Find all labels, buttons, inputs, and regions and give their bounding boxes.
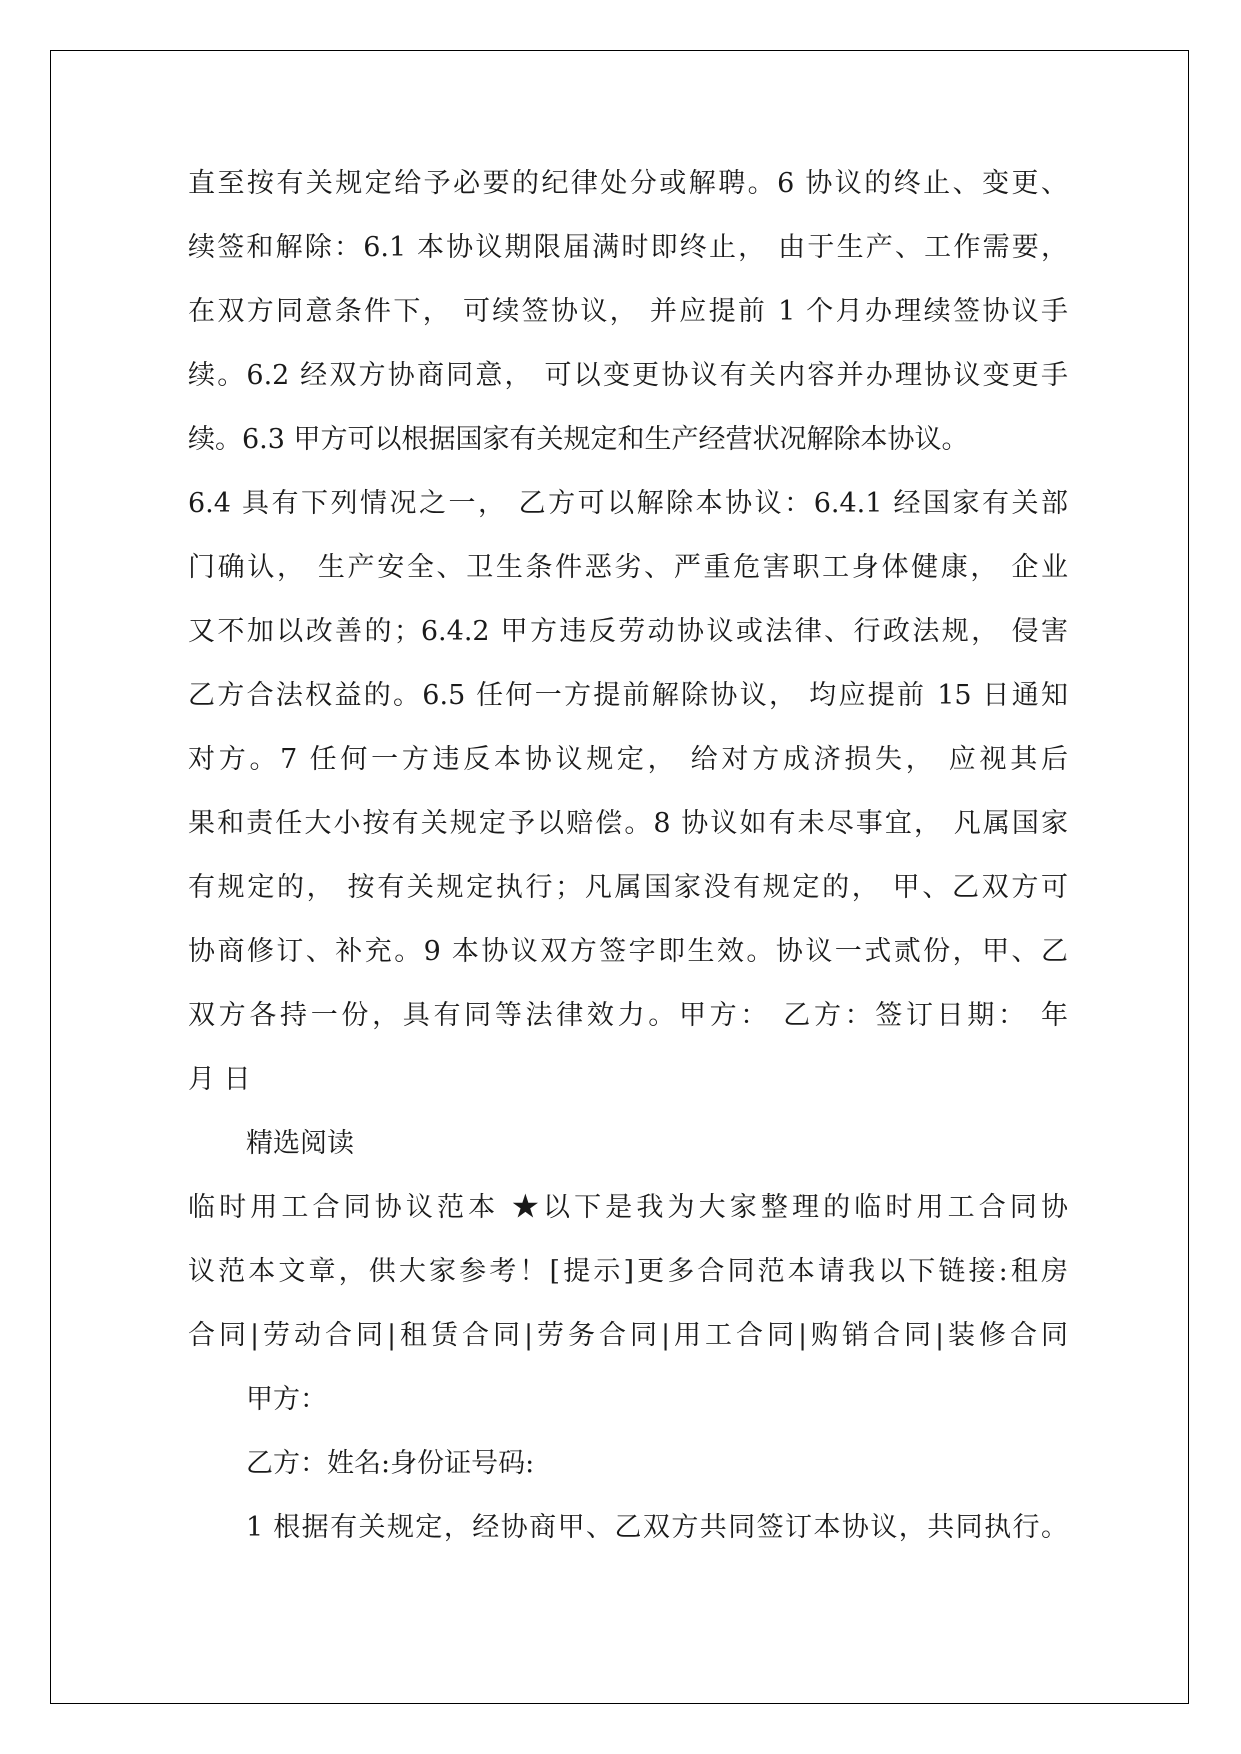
body-line-14: 双方各持一份，具有同等法律效力。甲方： 乙方：签订日期： 年	[188, 1000, 1068, 1031]
article-line-3: 合同|劳动合同|租赁合同|劳务合同|用工合同|购销合同|装修合同	[188, 1320, 1068, 1351]
body-line-13: 协商修订、补充。9 本协议双方签字即生效。协议一式贰份，甲、乙	[188, 936, 1068, 967]
body-line-1: 直至按有关规定给予必要的纪律处分或解聘。6 协议的终止、变更、	[188, 168, 1068, 199]
body-line-11: 果和责任大小按有关规定予以赔偿。8 协议如有未尽事宜， 凡属国家	[188, 808, 1068, 839]
body-line-15: 月 日	[188, 1064, 251, 1095]
body-line-9: 乙方合法权益的。6.5 任何一方提前解除协议， 均应提前 15 日通知	[188, 680, 1068, 711]
body-line-7: 门确认， 生产安全、卫生条件恶劣、严重危害职工身体健康， 企业	[188, 552, 1068, 583]
party-b-label: 乙方：姓名:身份证号码:	[246, 1448, 535, 1479]
article-line-1: 临时用工合同协议范本 ★以下是我为大家整理的临时用工合同协	[188, 1192, 1068, 1223]
body-line-12: 有规定的， 按有关规定执行；凡属国家没有规定的， 甲、乙双方可	[188, 872, 1068, 903]
body-line-6: 6.4 具有下列情况之一， 乙方可以解除本协议：6.4.1 经国家有关部	[188, 488, 1068, 519]
article-line-2: 议范本文章，供大家参考！[提示]更多合同范本请我以下链接:租房	[188, 1256, 1068, 1287]
clause-1: 1 根据有关规定，经协商甲、乙双方共同签订本协议，共同执行。	[246, 1512, 1068, 1543]
party-a-label: 甲方：	[246, 1384, 327, 1415]
body-line-5: 续。6.3 甲方可以根据国家有关规定和生产经营状况解除本协议。	[188, 424, 969, 455]
body-line-10: 对方。7 任何一方违反本协议规定， 给对方成济损失， 应视其后	[188, 744, 1068, 775]
body-line-3: 在双方同意条件下， 可续签协议， 并应提前 1 个月办理续签协议手	[188, 296, 1068, 327]
section-heading: 精选阅读	[246, 1128, 354, 1159]
body-line-4: 续。6.2 经双方协商同意， 可以变更协议有关内容并办理协议变更手	[188, 360, 1068, 391]
body-line-8: 又不加以改善的；6.4.2 甲方违反劳动协议或法律、行政法规， 侵害	[188, 616, 1068, 647]
document-body	[188, 152, 1068, 1560]
body-line-2: 续签和解除：6.1 本协议期限届满时即终止， 由于生产、工作需要，	[188, 232, 1068, 263]
